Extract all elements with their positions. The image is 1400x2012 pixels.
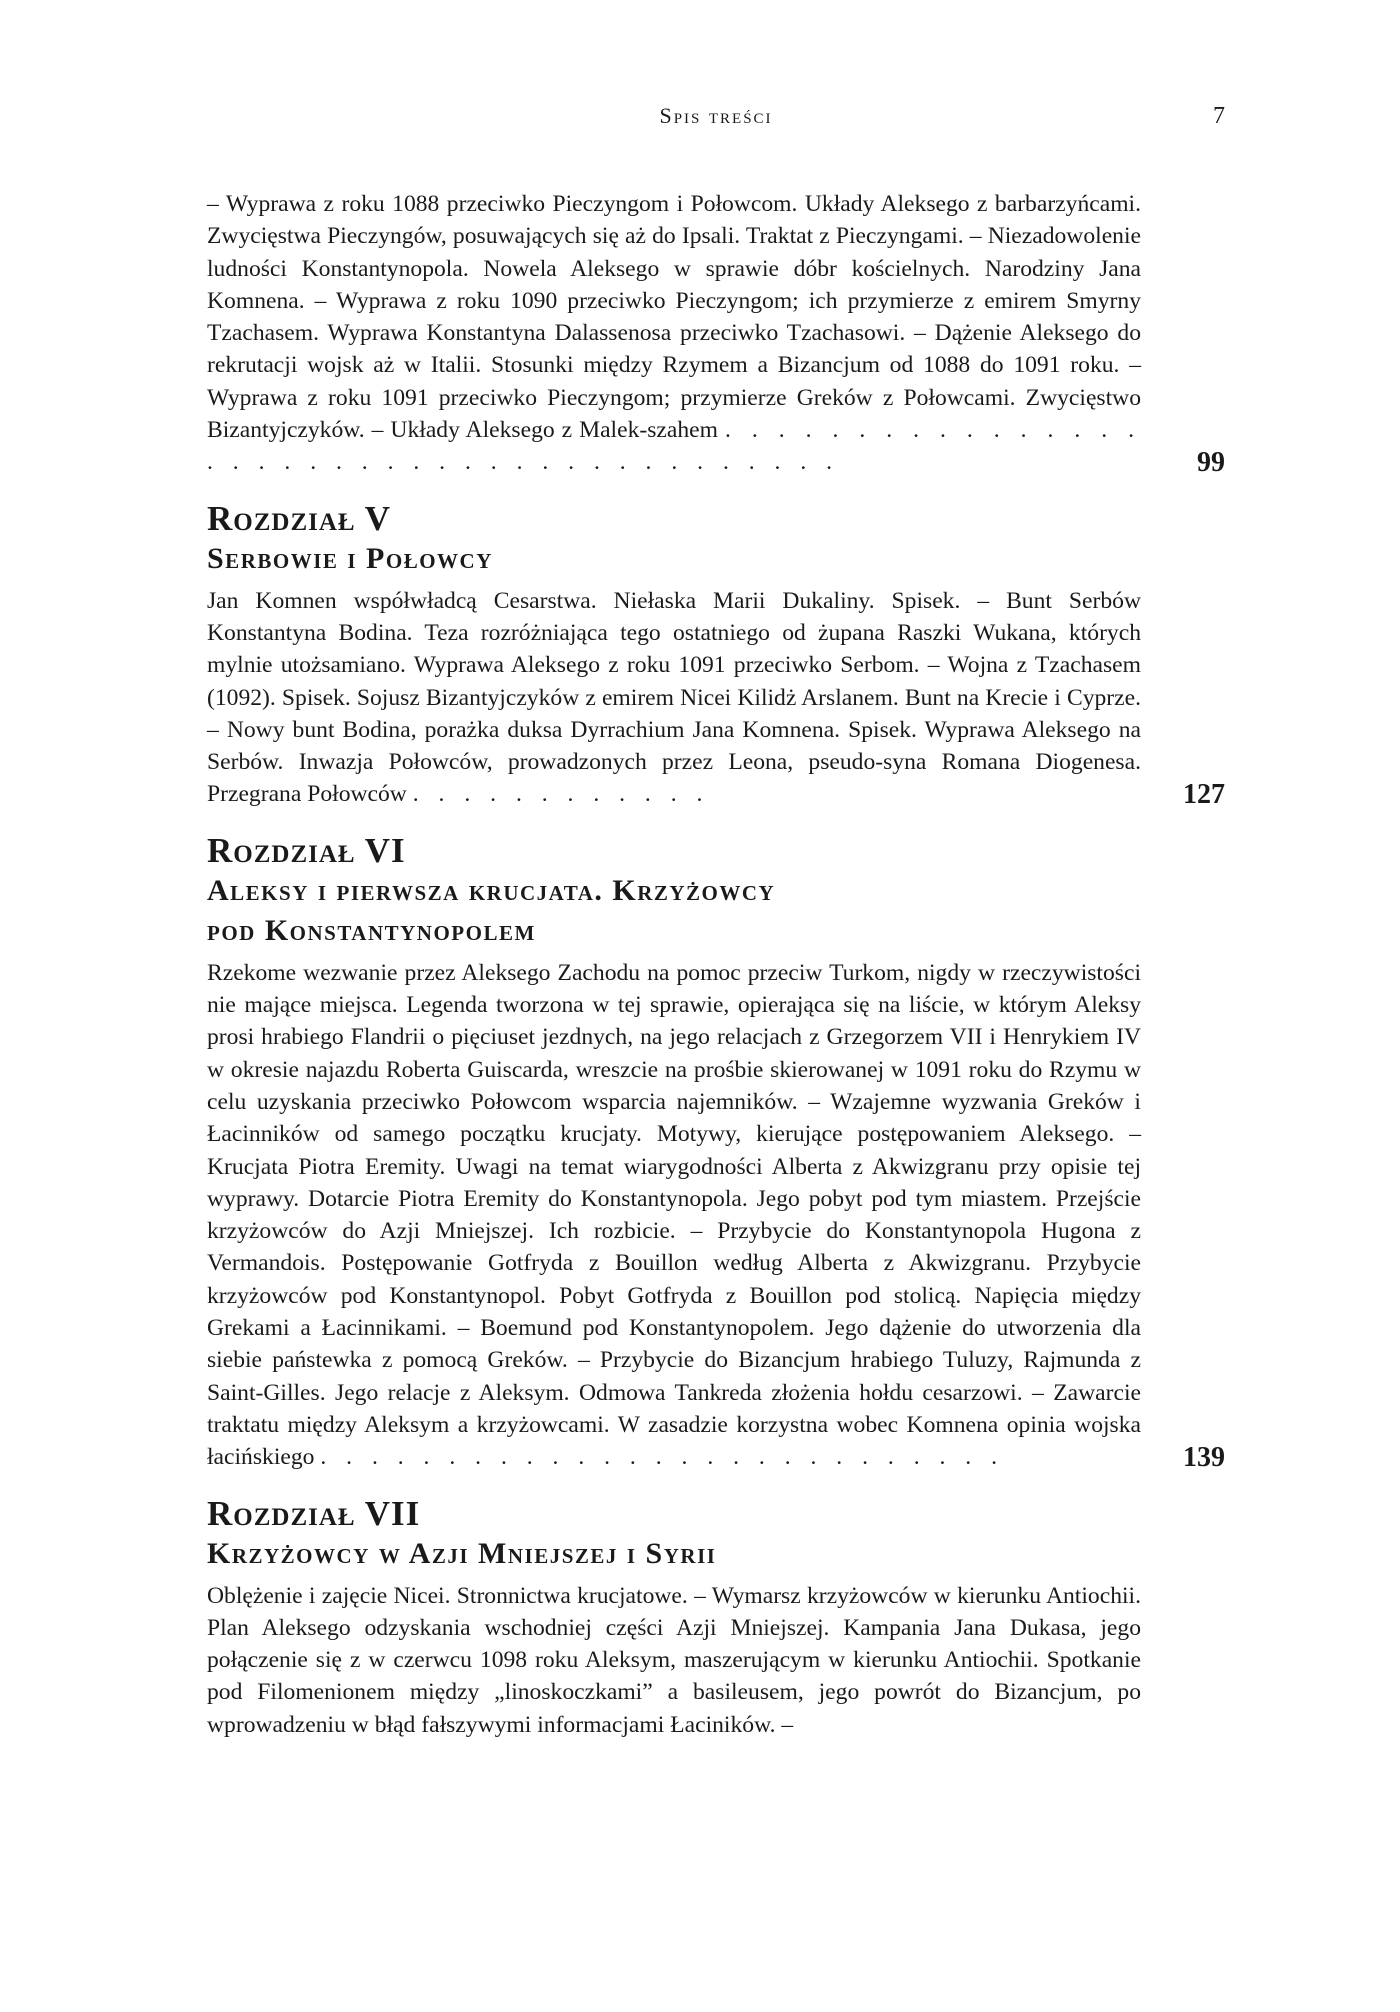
toc-entry-description xyxy=(207,585,1141,811)
running-title: Spis treści xyxy=(659,103,773,128)
page-number: 7 xyxy=(1213,103,1225,129)
chapter-title: Krzyżowcy w Azji Mniejszej i Syrii xyxy=(207,1536,717,1570)
toc-entry-continuation xyxy=(207,188,1225,479)
dot-leaders: . . . . . . . . . . . . . . . . . . . . . . . . . . . . . . . . . . . . . . . . . xyxy=(207,417,1141,476)
toc-entry xyxy=(207,1580,1225,1741)
chapter-title-line-2: pod Konstantynopolem xyxy=(207,913,536,947)
chapter-heading: Rozdział VI xyxy=(207,830,406,870)
toc-page-number: 139 xyxy=(1183,1441,1225,1473)
chapter-title xyxy=(207,871,1225,951)
toc-entry xyxy=(207,957,1225,1474)
toc-page-number: 127 xyxy=(1183,778,1225,810)
toc-entry-description xyxy=(207,188,1141,479)
toc-entry-description: Oblężenie i zajęcie Nicei. Stronnictwa krucjatowe. – Wymarsz krzyżowców w kierunku Antiochii. Plan Aleksego odzyskania wschodniej części Azji Mniejszej. Kampania Jana Dukasa, jego połączenie się z w czerwcu 1098 roku Aleksym, maszerującym w kierunku Antiochii. Spotkanie pod Filomenionem między „linoskoczkami” a basileusem, jego powrót do Bizancjum, po wprowadzeniu w błąd fałszywymi informacjami Łaciników. – xyxy=(207,1582,1141,1738)
toc-entry xyxy=(207,585,1225,811)
toc-entry-description xyxy=(207,957,1141,1474)
running-head xyxy=(207,103,1225,133)
chapter-block-vii xyxy=(207,1494,1225,1741)
dot-leaders: . . . . . . . . . . . . xyxy=(412,781,710,808)
entry-text: Rzekome wezwanie przez Aleksego Zachodu na pomoc przeciw Turkom, nigdy w rzeczywistości nie mające miejsca. Legenda tworzona w tej sprawie, opierająca się na liście, w którym Aleksy prosi hrabiego Flandrii o pięciuset jezdnych, na jego relacjach z Grzegorzem VII i Henrykiem IV w okresie najazdu Roberta Guiscarda, wreszcie na prośbie skierowanej w 1091 roku do Rzymu w celu uzyskania przeciwko Połowcom wsparcia najemników. – Wzajemne wyzwania Greków i Łacinników od samego początku krucjaty. Motywy, kierujące postępowaniem Aleksego. – Krucjata Piotra Eremity. Uwagi na temat wiarygodności Alberta z Akwizgranu przy opisie tej wyprawy. Dotarcie Piotra Eremity do Konstantynopola. Jego pobyt pod tym miastem. Przejście krzyżowców do Azji Mniejszej. Ich rozbicie. – Przybycie do Konstantynopola Hugona z Vermandois. Postępowanie Gotfryda z Bouillon według Alberta z Akwizgranu. Przybycie krzyżowców pod Konstantynopol. Pobyt Gotfryda z Bouillon pod stolicą. Napięcia między Grekami a Łacinnikami. – Boemund pod Konstantynopolem. Jego dążenie do utworzenia dla siebie państewka z pomocą Greków. – Przybycie do Bizancjum hrabiego Tuluzy, Rajmunda z Saint-Gilles. Jego relacje z Aleksym. Odmowa Tankreda złożenia hołdu cesarzowi. – Zawarcie traktatu między Aleksym a krzyżowcami. W zasadzie korzystna wobec Komnena opinia wojska łacińskiego xyxy=(207,959,1141,1471)
dot-leaders: . . . . . . . . . . . . . . . . . . . . . . . . . . . xyxy=(320,1444,1004,1471)
chapter-block-vi xyxy=(207,831,1225,1474)
chapter-heading: Rozdział VII xyxy=(207,1493,421,1533)
table-of-contents xyxy=(207,188,1225,1741)
chapter-block-v xyxy=(207,499,1225,811)
chapter-heading: Rozdział V xyxy=(207,498,391,538)
toc-page-number: 99 xyxy=(1197,446,1225,478)
chapter-title-line-1: Aleksy i pierwsza krucjata. Krzyżowcy xyxy=(207,873,776,907)
entry-text: Jan Komnen współwładcą Cesarstwa. Niełaska Marii Dukaliny. Spisek. – Bunt Serbów Konstantyna Bodina. Teza rozróżniająca tego ostatniego od żupana Raszki Wukana, których mylnie utożsamiano. Wyprawa Aleksego z roku 1091 przeciwko Serbom. – Wojna z Tzachasem (1092). Spisek. Sojusz Bizantyjczyków z emirem Nicei Kilidż Arslanem. Bunt na Krecie i Cyprze. – Nowy bunt Bodina, porażka duksa Dyrrachium Jana Komnena. Spisek. Wyprawa Aleksego na Serbów. Inwazja Połowców, prowadzonych przez Leona, pseudo-syna Romana Diogenesa. Przegrana Połowców xyxy=(207,587,1141,808)
chapter-title: Serbowie i Połowcy xyxy=(207,541,493,575)
entry-text: – Wyprawa z roku 1088 przeciwko Pieczyngom i Połowcom. Układy Aleksego z barbarzyńcami. Zwycięstwa Pieczyngów, posuwających się aż do Ipsali. Traktat z Pieczyngami. – Niezadowolenie ludności Konstantynopola. Nowela Aleksego w sprawie dóbr kościelnych. Narodziny Jana Komnena. – Wyprawa z roku 1090 przeciwko Pieczyngom; ich przymierze z emirem Smyrny Tzachasem. Wyprawa Konstantyna Dalassenosa przeciwko Tzachasowi. – Dążenie Aleksego do rekrutacji wojsk aż w Italii. Stosunki między Rzymem a Bizancjum od 1088 do 1091 roku. – Wyprawa z roku 1091 przeciwko Pieczyngom; przymierze Greków z Połowcami. Zwycięstwo Bizantyjczyków. – Układy Aleksego z Malek-szahem xyxy=(207,191,1141,444)
